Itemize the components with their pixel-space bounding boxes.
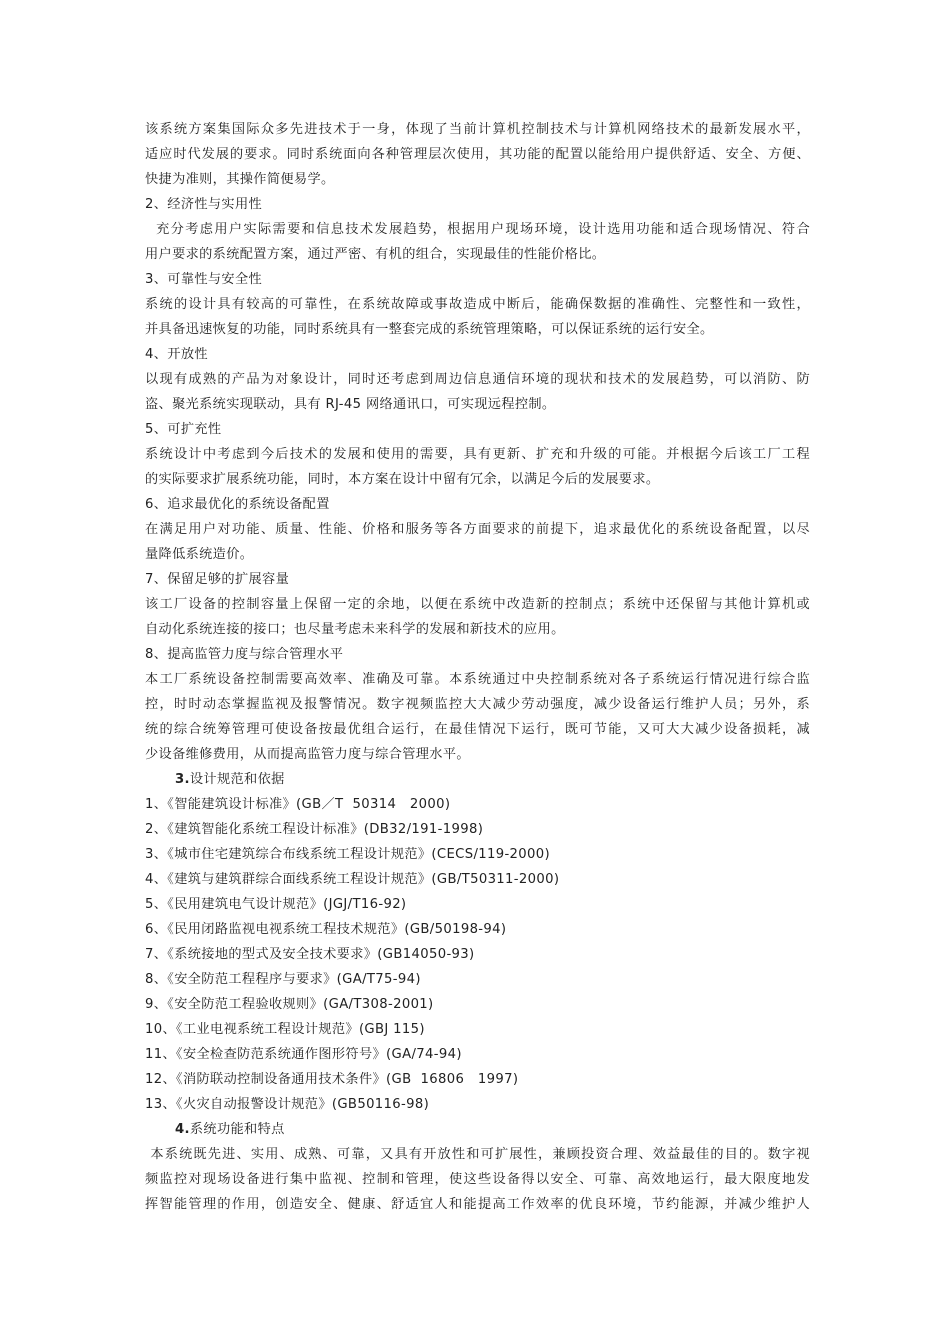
standard-item: 10、《工业电视系统工程设计规范》(GBJ 115): [145, 1022, 425, 1037]
paragraph-line: 控，时时动态掌握监视及报警情况。数字视频监控大大减少劳动强度，减少设备运行维护人员；另外，系: [145, 697, 810, 712]
paragraph-line: 统的综合统筹管理可使设备按最优组合运行，在最佳情况下运行，既可节能，又可大大减少设备损耗，减: [145, 722, 810, 737]
paragraph-line: 自动化系统连接的接口；也尽量考虑未来科学的发展和新技术的应用。: [145, 622, 565, 637]
paragraph-line: 的实际要求扩展系统功能，同时，本方案在设计中留有冗余，以满足今后的发展要求。: [145, 472, 660, 487]
section-3-heading: [145, 767, 810, 792]
standard-item: 3、《城市住宅建筑综合布线系统工程设计规范》(CECS/119-2000): [145, 847, 551, 862]
subheading-reliability: 3、可靠性与安全性: [145, 272, 263, 287]
standard-item: 2、《建筑智能化系统工程设计标准》(DB32/191-1998): [145, 822, 484, 837]
paragraph-line: 该系统方案集国际众多先进技术于一身，体现了当前计算机控制技术与计算机网络技术的最新发展水平，: [145, 122, 810, 137]
section-3-number: 3.: [175, 772, 190, 787]
paragraph-line: 盗、聚光系统实现联动，具有 RJ-45 网络通讯口，可实现远程控制。: [145, 397, 556, 412]
standard-item: 4、《建筑与建筑群综合面线系统工程设计规范》(GB/T50311-2000): [145, 872, 560, 887]
subheading-management: 8、提高监管力度与综合管理水平: [145, 647, 344, 662]
document-page: [145, 117, 810, 1217]
standard-item: 9、《安全防范工程验收规则》(GA/T308-2001): [145, 997, 434, 1012]
paragraph-line: 快捷为准则，其操作简便易学。: [145, 172, 335, 187]
paragraph-line: 少设备维修费用，从而提高监管力度与综合管理水平。: [145, 747, 470, 762]
paragraph-line: 以现有成熟的产品为对象设计，同时还考虑到周边信息通信环境的现状和技术的发展趋势，可以消防、防: [145, 372, 810, 387]
subheading-expandability: 5、可扩充性: [145, 422, 222, 437]
section-4-title: 系统功能和特点: [189, 1122, 285, 1137]
standard-item: 5、《民用建筑电气设计规范》(JGJ/T16-92): [145, 897, 407, 912]
paragraph-line: 系统设计中考虑到今后技术的发展和使用的需要，具有更新、扩充和升级的可能。并根据今后该工厂工程: [145, 447, 810, 462]
subheading-optimization: 6、追求最优化的系统设备配置: [145, 497, 330, 512]
paragraph-line: 本系统既先进、实用、成熟、可靠，又具有开放性和可扩展性，兼顾投资合理、效益最佳的目的。数字视: [145, 1147, 810, 1162]
standard-item: 13、《火灾自动报警设计规范》(GB50116-98): [145, 1097, 430, 1112]
subheading-economy: 2、经济性与实用性: [145, 197, 263, 212]
standard-item: 7、《系统接地的型式及安全技术要求》(GB14050-93): [145, 947, 475, 962]
paragraph-line: 并具备迅速恢复的功能，同时系统具有一整套完成的系统管理策略，可以保证系统的运行安全。: [145, 322, 714, 337]
standard-item: 11、《安全检查防范系统通作图形符号》(GA/74-94): [145, 1047, 462, 1062]
section-3-title: 设计规范和依据: [189, 772, 285, 787]
paragraph-line: 充分考虑用户实际需要和信息技术发展趋势，根据用户现场环境，设计选用功能和适合现场情况、符合: [145, 222, 810, 237]
standard-item: 8、《安全防范工程程序与要求》(GA/T75-94): [145, 972, 421, 987]
paragraph-line: 该工厂设备的控制容量上保留一定的余地，以便在系统中改造新的控制点；系统中还保留与其他计算机或: [145, 597, 810, 612]
subheading-capacity: 7、保留足够的扩展容量: [145, 572, 290, 587]
subheading-openness: 4、开放性: [145, 347, 208, 362]
paragraph-line: 用户要求的系统配置方案，通过严密、有机的组合，实现最佳的性能价格比。: [145, 247, 606, 262]
paragraph-line: 频监控对现场设备进行集中监视、控制和管理，使这些设备得以安全、可靠、高效地运行，最大限度地发: [145, 1172, 810, 1187]
standard-item: 6、《民用闭路监视电视系统工程技术规范》(GB/50198-94): [145, 922, 507, 937]
paragraph-line: 挥智能管理的作用，创造安全、健康、舒适宜人和能提高工作效率的优良环境，节约能源，并减少维护人: [145, 1197, 810, 1212]
paragraph-line: 在满足用户对功能、质量、性能、价格和服务等各方面要求的前提下，追求最优化的系统设备配置，以尽: [145, 522, 810, 537]
section-4-number: 4.: [175, 1122, 190, 1137]
standard-item: 1、《智能建筑设计标准》(GB／T 50314 2000): [145, 797, 451, 812]
paragraph-line: 适应时代发展的要求。同时系统面向各种管理层次使用，其功能的配置以能给用户提供舒适、安全、方便、: [145, 147, 810, 162]
standard-item: 12、《消防联动控制设备通用技术条件》(GB 16806 1997): [145, 1072, 519, 1087]
paragraph-line: 本工厂系统设备控制需要高效率、准确及可靠。本系统通过中央控制系统对各子系统运行情况进行综合监: [145, 672, 810, 687]
section-4-heading: [145, 1117, 810, 1142]
paragraph-line: 量降低系统造价。: [145, 547, 254, 562]
paragraph-line: 系统的设计具有较高的可靠性，在系统故障或事故造成中断后，能确保数据的准确性、完整性和一致性，: [145, 297, 810, 312]
